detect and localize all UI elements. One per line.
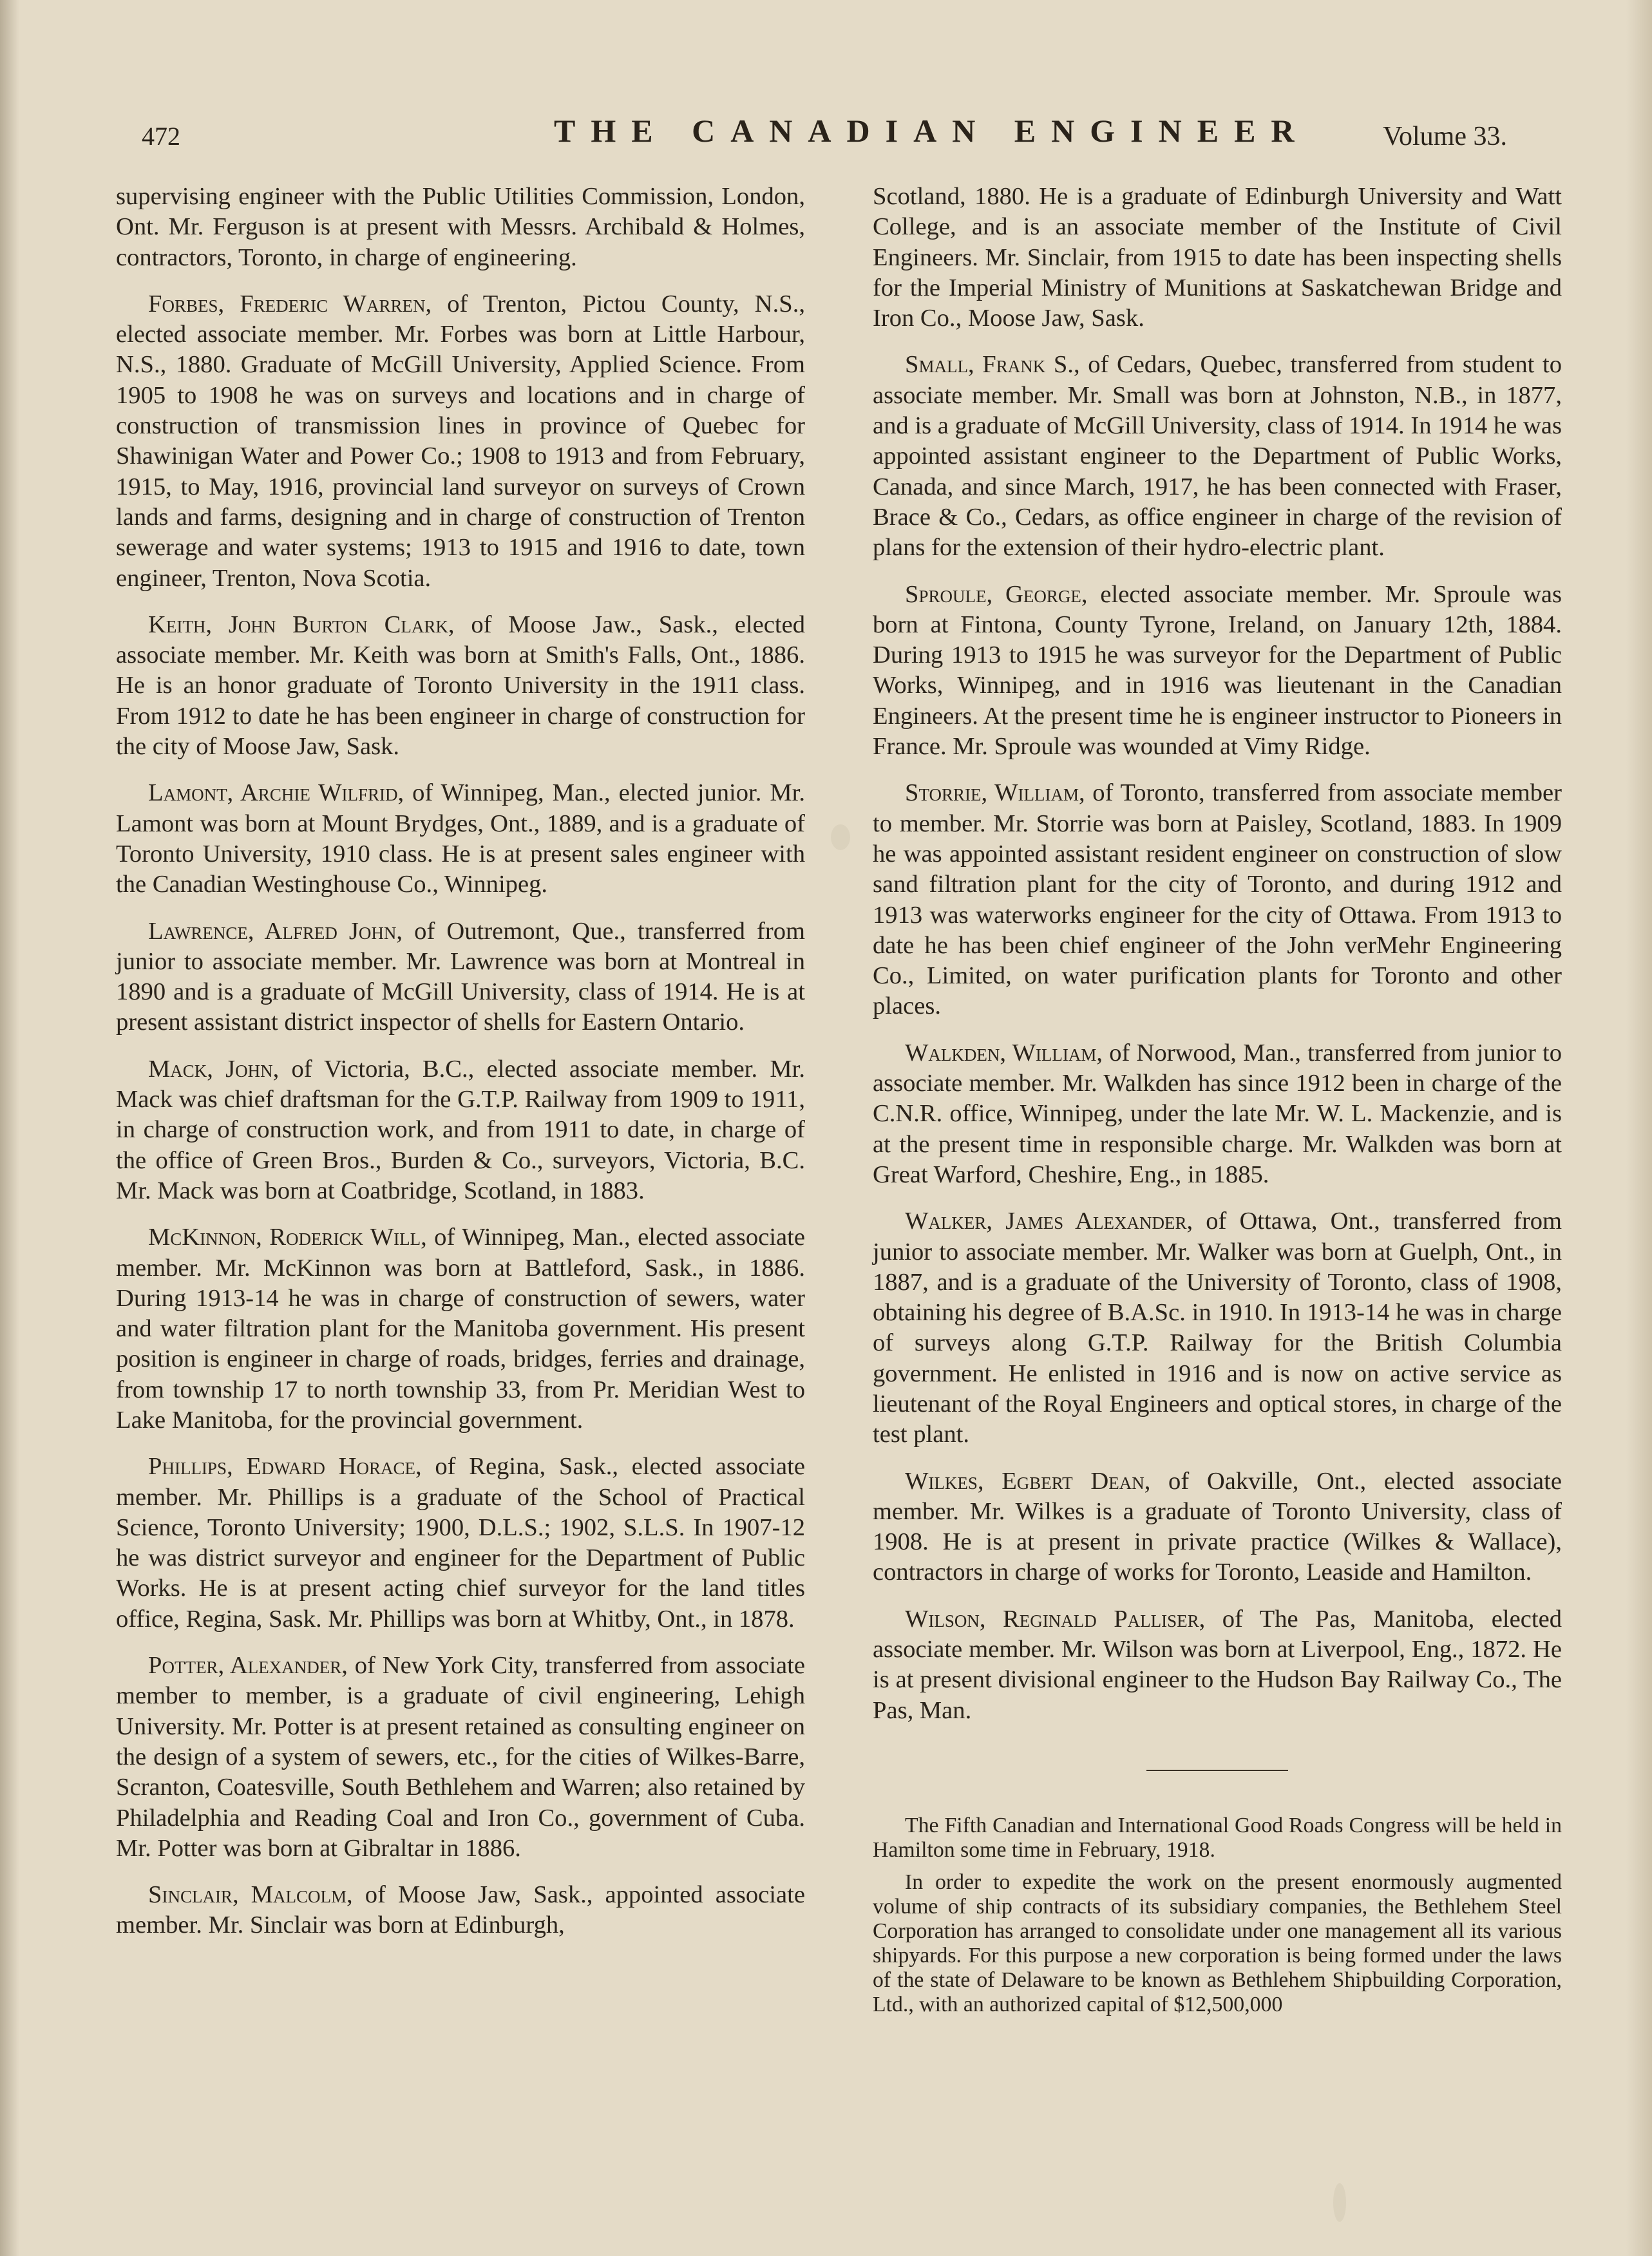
entry-name: Storrie, William,	[905, 779, 1085, 807]
entry-text: elected associate member. Mr. Sproule was born at Fintona, County Tyrone, Ireland, on January 12th, 1884. During 1913 to 1915 he was surveyor for the Department of Public Works, Winnipeg, and in 1916 was lieutenant in the Canadian Engineers. At the present time he is engineer instructor to Pioneers in France. Mr. Sproule was wounded at Vimy Ridge.	[873, 580, 1562, 761]
paper-mark	[1333, 2183, 1346, 2222]
entry-text: of Regina, Sask., elected associate member. Mr. Phillips is a graduate of the School of Practical Science, Toronto University; 1900, D.L.S.; 1902, S.L.S. In 1907-12 he was district surveyor and engineer for the Department of Public Works. He is at present acting chief surveyor for the land titles office, Regina, Sask. Mr. Phillips was born at Whitby, Ont., in 1878.	[116, 1453, 805, 1633]
entry-text: of Oakville, Ont., elected associate member. Mr. Wilkes is a graduate of Toronto University, class of 1908. He is at present in private practice (Wilkes & Wallace), contractors in charge of works for Toronto, Leaside and Hamilton.	[873, 1467, 1562, 1586]
paper-mark	[831, 824, 850, 850]
news-note: The Fifth Canadian and International Good Roads Congress will be held in Hamilton some time in February, 1918.	[873, 1813, 1562, 1862]
edge-shadow	[1626, 0, 1652, 2256]
entry-paragraph	[873, 182, 1562, 334]
entry-text: of Victoria, B.C., elected associate member. Mr. Mack was chief draftsman for the G.T.P. Railway from 1909 to 1911, in charge of construction work, and from 1911 to date, in charge of the office of Green Bros., Burden & Co., surveyors, Victoria, B.C. Mr. Mack was born at Coatbridge, Scotland, in 1883.	[116, 1055, 805, 1204]
entry-paragraph	[873, 1604, 1562, 1726]
entry-paragraph	[873, 1038, 1562, 1190]
entry-name: Wilkes, Egbert Dean,	[905, 1467, 1151, 1495]
news-note: In order to expedite the work on the present enormously augmented volume of ship contracts of its subsidiary companies, the Bethlehem Steel Corporation has arranged to consolidate under one management all its various shipyards. For this purpose a new corporation is being formed under the laws of the state of Delaware to be known as Bethlehem Shipbuilding Corporation, Ltd., with an authorized capital of $12,500,000	[873, 1870, 1562, 2016]
entry-paragraph	[116, 916, 805, 1038]
entry-text: of Ottawa, Ont., transferred from junior to associate member. Mr. Walker was born at Guelph, Ont., in 1887, and is a graduate of the University of Toronto, class of 1908, obtaining his degree of B.A.Sc. in 1910. In 1913-14 he was in charge of surveys along G.T.P. Railway for the British Columbia government. He enlisted in 1916 and is now on active service as lieutenant of the Royal Engineers and optical stores, in charge of the test plant.	[873, 1208, 1562, 1448]
entry-name: Lawrence, Alfred John,	[148, 917, 403, 945]
entry-text: supervising engineer with the Public Utilities Commission, London, Ont. Mr. Ferguson is at present with Messrs. Archibald & Holmes, contractors, Toronto, in charge of engineering.	[116, 183, 805, 271]
entry-name: Potter, Alexander,	[148, 1652, 348, 1680]
left-column	[116, 182, 805, 1957]
entry-name: Small, Frank S.,	[905, 351, 1080, 379]
entry-name: Sproule, George,	[905, 580, 1088, 608]
entry-name: Wilson, Reginald Palliser,	[905, 1605, 1206, 1633]
entry-text: of New York City, transferred from associate member to member, is a graduate of civil engineering, Lehigh University. Mr. Potter is at present retained as consulting engineer on the design of a system of sewers, etc., for the cities of Wilkes-Barre, Scranton, Coatesville, South Bethlehem and Warren; also retained by Philadelphia and Reading Coal and Iron Co., government of Cuba. Mr. Potter was born at Gibraltar in 1886.	[116, 1652, 805, 1862]
entry-name: McKinnon, Roderick Will,	[148, 1224, 427, 1251]
entry-text: of Outremont, Que., transferred from junior to associate member. Mr. Lawrence was born at Montreal in 1890 and is a graduate of McGill University, class of 1914. He is at present assistant district inspector of shells for Eastern Ontario.	[116, 917, 805, 1036]
page-number: 472	[142, 122, 180, 151]
entry-paragraph	[116, 289, 805, 594]
entry-text: of Winnipeg, Man., elected associate member. Mr. McKinnon was born at Battleford, Sask., in 1886. During 1913-14 he was in charge of construction of sewers, water and water filtration plant for the Manitoba government. His present position is engineer in charge of roads, bridges, ferries and drainage, from township 17 to north township 33, from Pr. Meridian West to Lake Manitoba, for the provincial government.	[116, 1224, 806, 1434]
entry-name: Lamont, Archie Wilfrid,	[148, 779, 404, 807]
running-header	[142, 108, 1507, 160]
entry-paragraph	[873, 580, 1562, 763]
right-column	[873, 182, 1562, 2025]
entry-name: Forbes, Frederic Warren,	[148, 290, 432, 318]
entry-text: of The Pas, Manitoba, elected associate member. Mr. Wilson was born at Liverpool, Eng., 1872. He is at present divisional engineer to the Hudson Bay Railway Co., The Pas, Man.	[873, 1605, 1562, 1724]
entry-text: of Winnipeg, Man., elected junior. Mr. Lamont was born at Mount Brydges, Ont., 1889, and is a graduate of Toronto University, 1910 class. He is at present sales engineer with the Canadian Westinghouse Co., Winnipeg.	[116, 779, 805, 898]
entry-name: Keith, John Burton Clark,	[148, 611, 455, 638]
entry-paragraph	[873, 1206, 1562, 1450]
entry-paragraph	[873, 1466, 1562, 1588]
entry-name: Phillips, Edward Horace,	[148, 1453, 422, 1481]
entry-text: of Cedars, Quebec, transferred from student to associate member. Mr. Small was born at Johnston, N.B., in 1877, and is a graduate of McGill University, class of 1914. In 1914 he was appointed assistant engineer to the Department of Public Works, Canada, and since March, 1917, he has been connected with Fraser, Brace & Co., Cedars, as office engineer in charge of the revision of plans for the extension of their hydro-electric plant.	[873, 351, 1562, 562]
entry-text: of Moose Jaw., Sask., elected associate member. Mr. Keith was born at Smith's Falls, Ont., 1886. He is an honor graduate of Toronto University in the 1911 class. From 1912 to date he has been engineer in charge of construction for the city of Moose Jaw, Sask.	[116, 611, 805, 761]
entry-text: of Trenton, Pictou County, N.S., elected associate member. Mr. Forbes was born at Little Harbour, N.S., 1880. Graduate of McGill University, Applied Science. From 1905 to 1908 he was on surveys and locations and in charge of construction of transmission lines in province of Quebec for Shawinigan Water and Power Co.; 1908 to 1913 and from February, 1915, to May, 1916, provincial land surveyor on surveys of Crown lands and farms, designing and in charge of construction of Trenton sewerage and water systems; 1913 to 1915 and 1916 to date, town engineer, Trenton, Nova Scotia.	[116, 290, 805, 592]
entry-text: Scotland, 1880. He is a graduate of Edinburgh University and Watt College, and is an associate member of the Institute of Civil Engineers. Mr. Sinclair, from 1915 to date has been inspecting shells for the Imperial Ministry of Munitions at Saskatchewan Bridge and Iron Co., Moose Jaw, Sask.	[873, 183, 1562, 332]
entry-paragraph	[116, 610, 805, 762]
entry-paragraph	[116, 1880, 805, 1941]
entry-name: Walkden, William,	[905, 1039, 1103, 1066]
volume-label: Volume 33.	[1383, 122, 1507, 151]
entry-name: Walker, James Alexander,	[905, 1208, 1193, 1235]
entry-paragraph	[873, 778, 1562, 1021]
entry-name: Mack, John,	[148, 1055, 280, 1083]
entry-name: Sinclair, Malcolm,	[148, 1881, 353, 1909]
spine-shadow	[0, 0, 19, 2256]
entry-paragraph	[116, 1054, 805, 1206]
entry-text: of Moose Jaw, Sask., appointed associate member. Mr. Sinclair was born at Edinburgh,	[116, 1881, 805, 1939]
entry-paragraph	[116, 182, 805, 273]
entry-paragraph	[873, 350, 1562, 563]
entry-paragraph	[116, 778, 805, 900]
section-divider	[1146, 1770, 1288, 1771]
entry-paragraph	[116, 1452, 805, 1635]
entry-text: of Norwood, Man., transferred from junior to associate member. Mr. Walkden has since 1912 been in charge of the C.N.R. office, Winnipeg, under the late Mr. W. L. Mackenzie, and is at the present time in responsible charge. Mr. Walkden was born at Great Warford, Cheshire, Eng., in 1885.	[873, 1039, 1562, 1188]
entry-paragraph	[116, 1651, 805, 1864]
journal-title: THE CANADIAN ENGINEER	[554, 113, 1310, 149]
entry-text: of Toronto, transferred from associate member to member. Mr. Storrie was born at Paisley, Scotland, 1883. In 1909 he was appointed assistant resident engineer on construction of slow sand filtration plant for the city of Toronto, and during 1912 and 1913 was waterworks engineer for the city of Ottawa. From 1913 to date he has been chief engineer of the John verMehr Engineering Co., Limited, on water purification plants for Toronto and other places.	[873, 779, 1562, 1020]
entry-paragraph	[116, 1222, 805, 1436]
